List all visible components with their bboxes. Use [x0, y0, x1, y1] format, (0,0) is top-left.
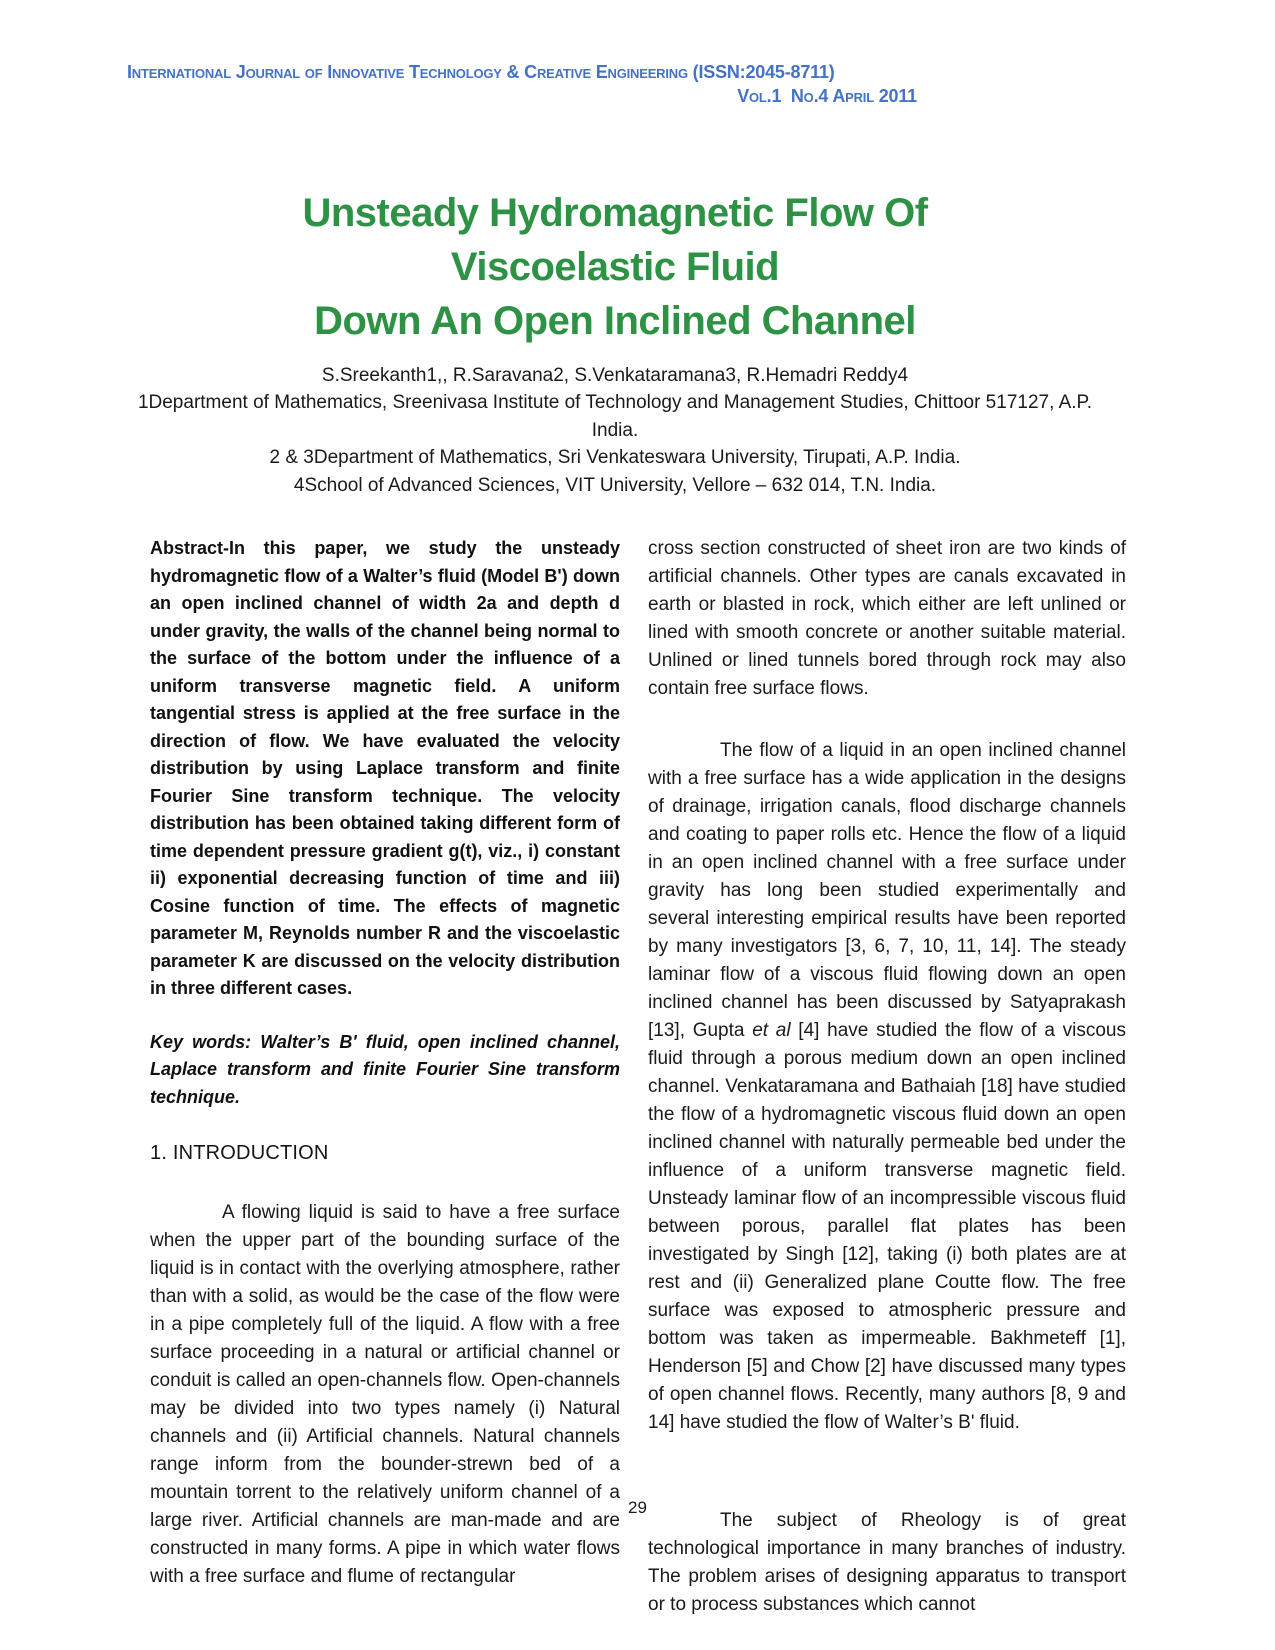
journal-header: [127, 60, 933, 108]
article-title: [0, 186, 1230, 348]
affiliation-line: India.: [591, 419, 639, 441]
article-header: [0, 186, 1230, 499]
page-number: 29: [628, 1498, 647, 1517]
authors-line: S.Sreekanth1,, R.Saravana2, S.Venkataramana3, R.Hemadri Reddy4: [321, 365, 909, 386]
body-paragraph: The subject of Rheology is of great technological importance in many branches of industry. The problem arises of designing apparatus to transport or to process substances which cannot: [648, 1510, 1126, 1615]
title-line-3: Down An Open Inclined Channel: [314, 299, 916, 343]
paragraph-text: [4] have studied the flow of a viscous fluid through a porous medium down an open inclined channel. Venkataramana and Bathaiah [18] have studied the flow of a hydromagnetic viscous fluid down an open inclined channel with naturally permeable bed under the influence of a uniform transverse magnetic field. Unsteady laminar flow of an incompressible viscous fluid between porous, parallel flat plates has been investigated by Singh [12], taking (i) both plates are at rest and (ii) Generalized plane Coutte flow. The free surface was exposed to atmospheric pressure and bottom was taken as impermeable. Bakhmeteff [1], Henderson [5] and Chow [2] have discussed many types of open channel flows. Recently, many authors [8, 9 and 14] have studied the flow of Walter’s B' fluid.: [648, 1020, 1126, 1433]
et-al-italic-text: et al: [752, 1020, 791, 1041]
body-paragraph: cross section constructed of sheet iron are two kinds of artificial channels. Other types are canals excavated in earth or blasted in rock, which either are left unlined or lined with smooth concrete or another suitable material. Unlined or lined tunnels bored through rock may also contain free surface flows.: [648, 538, 1126, 699]
affiliation-line: 1Department of Mathematics, Sreenivasa Institute of Technology and Management Studies, Chittoor 517127, A.P.: [137, 392, 1093, 413]
title-line-2: Viscoelastic Fluid: [450, 245, 780, 289]
paragraph-text: The flow of a liquid in an open inclined channel with a free surface has a wide application in the designs of drainage, irrigation canals, flood discharge channels and coating to paper rolls etc. Hence the flow of a liquid in an open inclined channel with a free surface under gravity has long been studied experimentally and several interesting empirical results have been reported by many investigators [3, 6, 7, 10, 11, 14]. The steady laminar flow of a viscous fluid flowing down an open inclined channel has been discussed by Satyaprakash [13], Gupta: [648, 740, 1126, 1041]
journal-name: International Journal of Innovative Technology & Creative Engineering (ISSN:2045-8711): [127, 62, 835, 82]
right-column: [648, 535, 1126, 1619]
section-heading-introduction: 1. INTRODUCTION: [150, 1142, 329, 1164]
introduction-paragraph: A flowing liquid is said to have a free surface when the upper part of the bounding surface of the liquid is in contact with the overlying atmosphere, rather than with a solid, as would be the case of the flow were in a pipe completely full of the liquid. A flow with a free surface proceeding in a natural or artificial channel or conduit is called an open-channels flow. Open-channels may be divided into two types namely (i) Natural channels and (ii) Artificial channels. Natural channels range inform from the bounder-strewn bed of a mountain torrent to the relatively uniform channel of a large river. Artificial channels are man-made and are constructed in many forms. A pipe in which water flows with a free surface and flume of rectangular: [150, 1202, 620, 1587]
affiliation-line: 4School of Advanced Sciences, VIT University, Vellore – 632 014, T.N. India.: [293, 474, 937, 496]
left-column: [150, 535, 620, 1591]
journal-issue-info: Vol.1 No.4 April 2011: [737, 86, 917, 106]
affiliation-line: 2 & 3Department of Mathematics, Sri Venkateswara University, Tirupati, A.P. India.: [269, 447, 961, 468]
abstract-paragraph: Abstract-In this paper, we study the unsteady hydromagnetic flow of a Walter’s fluid (Model B') down an open inclined channel of width 2a and depth d under gravity, the walls of the channel being normal to the surface of the bottom under the influence of a uniform transverse magnetic field. A uniform tangential stress is applied at the free surface in the direction of flow. We have evaluated the velocity distribution by using Laplace transform and finite Fourier Sine transform technique. The velocity distribution has been obtained taking different form of time dependent pressure gradient g(t), viz., i) constant ii) exponential decreasing function of time and iii) Cosine function of time. The effects of magnetic parameter M, Reynolds number R and the viscoelastic parameter K are discussed on the velocity distribution in three different cases.: [150, 538, 620, 998]
keywords-paragraph: Key words: Walter’s B' fluid, open inclined channel, Laplace transform and finite Fourier Sine transform technique.: [150, 1031, 620, 1107]
body-paragraph: [648, 737, 1126, 1437]
title-line-1: Unsteady Hydromagnetic Flow Of: [302, 191, 928, 235]
